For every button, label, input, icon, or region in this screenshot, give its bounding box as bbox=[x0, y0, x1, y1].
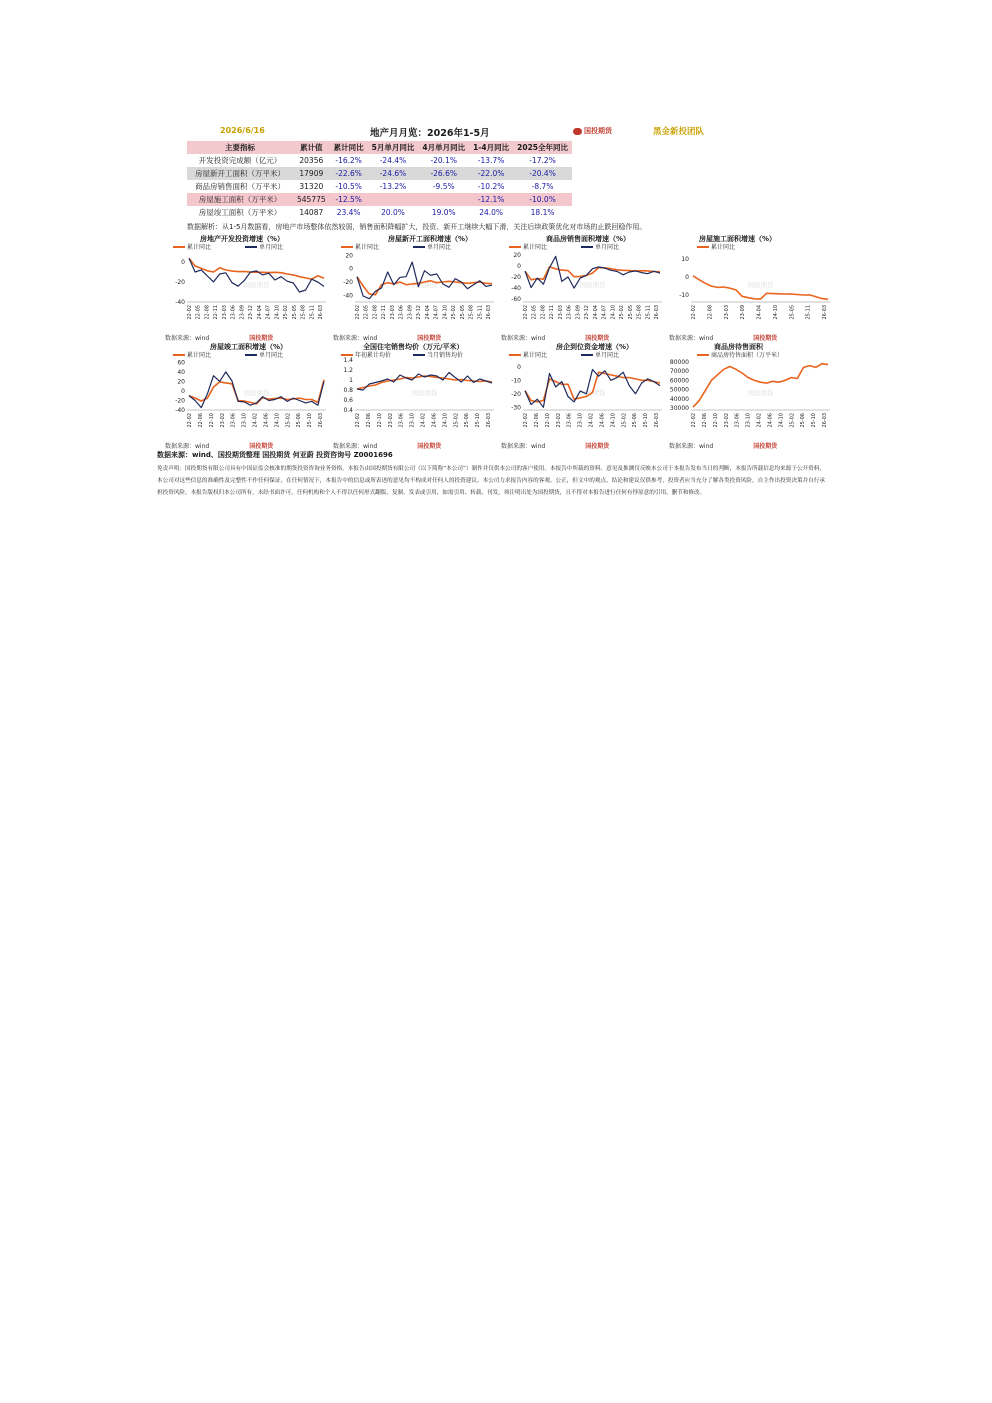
x-tick-label: 23-06 bbox=[398, 305, 405, 320]
y-tick-label: 0 bbox=[349, 265, 353, 273]
report-date: 2026/6/16 bbox=[220, 126, 265, 135]
x-tick-label: 24-06 bbox=[263, 413, 270, 428]
x-tick-label: 25-11 bbox=[309, 305, 316, 320]
x-tick-label: 22-08 bbox=[707, 305, 714, 320]
x-tick-label: 24-10 bbox=[610, 413, 617, 428]
x-tick-label: 23-03 bbox=[723, 305, 730, 320]
x-tick-label: 25-06 bbox=[464, 413, 471, 428]
x-tick-label: 24-10 bbox=[610, 305, 617, 320]
table-row bbox=[187, 206, 572, 219]
chart-title: 商品房待售面积 bbox=[714, 343, 763, 351]
y-tick-label: 0.6 bbox=[343, 397, 353, 404]
watermark-text: 国投期货 bbox=[747, 281, 774, 289]
x-tick-label: 22-06 bbox=[197, 413, 204, 428]
x-tick-label: 25-02 bbox=[453, 413, 460, 428]
x-tick-label: 22-05 bbox=[195, 305, 202, 320]
x-tick-label: 22-06 bbox=[701, 413, 708, 428]
indicator-table bbox=[187, 141, 572, 219]
x-tick-label: 23-10 bbox=[241, 413, 248, 428]
chart-svg bbox=[165, 234, 330, 332]
x-tick-label: 25-02 bbox=[451, 305, 458, 320]
y-tick-label: -40 bbox=[175, 407, 185, 414]
x-tick-label: 22-02 bbox=[355, 305, 361, 320]
table-row bbox=[187, 180, 572, 193]
x-tick-label: 24-10 bbox=[442, 305, 449, 320]
x-tick-label: 24-04 bbox=[424, 305, 431, 320]
y-tick-label: 1.4 bbox=[343, 357, 353, 364]
chart-logo: 国投期货 bbox=[249, 335, 274, 342]
chart-svg bbox=[501, 234, 666, 332]
report-title: 地产月月览：2026年1-5月 bbox=[370, 128, 490, 139]
y-tick-label: 40000 bbox=[669, 395, 689, 403]
x-tick-label: 23-06 bbox=[566, 305, 573, 320]
row-value bbox=[418, 193, 469, 206]
chart-source-label: 数据来源：wind bbox=[165, 335, 210, 342]
x-tick-label: 26-03 bbox=[822, 305, 828, 320]
legend-label: 累计同比 bbox=[187, 244, 212, 251]
x-tick-label: 25-02 bbox=[285, 413, 292, 428]
y-tick-label: 50000 bbox=[669, 386, 689, 394]
legend-label: 单月同比 bbox=[259, 244, 284, 251]
logo-text: 国投期货 bbox=[584, 127, 612, 135]
row-value: -13.2% bbox=[379, 182, 407, 191]
chart-title: 房屋新开工面积增速（%） bbox=[388, 235, 473, 243]
chart-svg bbox=[165, 342, 330, 440]
x-tick-label: 25-02 bbox=[621, 413, 628, 428]
chart-source bbox=[669, 441, 777, 450]
x-tick-label: 25-02 bbox=[283, 305, 290, 320]
x-tick-label: 25-06 bbox=[296, 413, 303, 428]
y-tick-label: 60000 bbox=[669, 377, 689, 385]
y-tick-label: -10 bbox=[511, 377, 521, 385]
x-tick-label: 25-10 bbox=[475, 413, 482, 428]
y-tick-label: 1 bbox=[349, 377, 353, 384]
x-tick-label: 22-02 bbox=[355, 413, 361, 428]
y-tick-label: 0 bbox=[181, 259, 185, 266]
x-tick-label: 23-09 bbox=[407, 305, 414, 320]
x-tick-label: 22-10 bbox=[544, 413, 551, 428]
x-tick-label: 26-03 bbox=[654, 305, 660, 320]
chart-source bbox=[669, 333, 777, 342]
y-tick-label: 0.4 bbox=[343, 407, 353, 414]
x-tick-label: 25-06 bbox=[800, 413, 807, 428]
chart-source-label: 数据来源：wind bbox=[165, 443, 210, 450]
y-tick-label: 30000 bbox=[669, 405, 689, 413]
watermark-text: 国投期货 bbox=[243, 389, 270, 397]
chart-title: 全国住宅销售均价（万元/平米） bbox=[363, 343, 464, 351]
legend-label: 单月同比 bbox=[259, 352, 284, 359]
chart-source-label: 数据来源：wind bbox=[669, 335, 714, 342]
x-tick-label: 25-11 bbox=[805, 305, 812, 320]
disclaimer-text: 免责声明：国投期货有限公司具有中国证监会核准的期货投资咨询业务资格。本报告由国投期货有限公司（以下简称“本公司”）制作并仅供本公司的客户使用。本报告中所载的资料、意见及推测仅反映本公司于本报告发布当日的判断，本报告所载信息均来源于公开资料，本公司对这些信息的准确性及完整性不作任何保证，在任何情况下，本报告中的信息或所表述的意见均不构成对任何人的投资建议。本公司力求报告内容的客观、公正，但文中的观点、结论和建议仅供参考，投资者应当充分了解各类投资风险，自主作出投资决策并自行承担投资风险。本报告版权归本公司所有，未经书面许可，任何机构和个人不得以任何形式翻版、复制、发表或引用，如需引用、转载、刊发，须注明出处为国投期货，且不得对本报告进行任何有悖原意的引用、删节和修改。 bbox=[157, 466, 825, 497]
y-tick-label: 1.2 bbox=[343, 367, 353, 374]
col-header: 2025全年同比 bbox=[513, 141, 572, 154]
row-value: -20.1% bbox=[430, 156, 457, 165]
y-tick-label: -40 bbox=[175, 299, 185, 306]
row-value: -24.4% bbox=[379, 156, 407, 165]
x-tick-label: 26-03 bbox=[654, 413, 660, 428]
chart-panel bbox=[333, 234, 498, 342]
chart-source-label: 数据来源：wind bbox=[333, 443, 378, 450]
x-tick-label: 23-02 bbox=[387, 413, 394, 428]
x-tick-label: 22-10 bbox=[208, 413, 215, 428]
x-tick-label: 24-04 bbox=[756, 305, 763, 320]
series-line-primary bbox=[189, 258, 324, 279]
x-tick-label: 22-10 bbox=[712, 413, 719, 428]
analysis-note: 数据解析：从1-5月数据看，房地产市场整体依然较弱，销售面积降幅扩大，投资、新开工继续大幅下滑，关注后续政策优化对市场的止跌回稳作用。 bbox=[187, 223, 647, 231]
chart-source bbox=[165, 333, 273, 342]
chart-source bbox=[501, 441, 609, 450]
row-value: -20.4% bbox=[513, 167, 572, 180]
x-tick-label: 25-08 bbox=[468, 305, 475, 320]
x-tick-label: 22-11 bbox=[381, 305, 388, 320]
x-tick-label: 23-03 bbox=[389, 305, 396, 320]
x-tick-label: 23-12 bbox=[584, 305, 591, 320]
chart-source-label: 数据来源：wind bbox=[669, 443, 714, 450]
chart-logo: 国投期货 bbox=[417, 443, 442, 450]
row-value: 24.0% bbox=[479, 208, 504, 217]
legend-label: 累计同比 bbox=[711, 244, 736, 251]
row-value: -12.5% bbox=[330, 193, 368, 206]
chart-logo: 国投期货 bbox=[417, 335, 442, 342]
y-tick-label: -60 bbox=[511, 296, 521, 304]
x-tick-label: 23-09 bbox=[575, 305, 582, 320]
x-tick-label: 25-05 bbox=[789, 305, 796, 320]
col-header: 4月单月同比 bbox=[418, 141, 469, 154]
x-tick-label: 24-10 bbox=[274, 305, 281, 320]
x-tick-label: 23-12 bbox=[248, 305, 255, 320]
x-tick-label: 22-02 bbox=[691, 413, 697, 428]
table-row bbox=[187, 193, 572, 206]
x-tick-label: 24-06 bbox=[599, 413, 606, 428]
watermark-text: 国投期货 bbox=[411, 281, 438, 289]
x-tick-label: 24-04 bbox=[256, 305, 263, 320]
team-name: 黑金新投团队 bbox=[653, 127, 705, 137]
chart-title: 房屋竣工面积增速（%） bbox=[210, 343, 288, 351]
row-value bbox=[368, 193, 419, 206]
chart-panel bbox=[165, 342, 330, 450]
watermark-text: 国投期货 bbox=[747, 389, 774, 397]
chart-title: 房地产开发投资增速（%） bbox=[200, 235, 285, 243]
x-tick-label: 24-07 bbox=[265, 305, 272, 320]
x-tick-label: 25-10 bbox=[643, 413, 650, 428]
y-tick-label: 10 bbox=[681, 256, 689, 264]
chart-logo: 国投期货 bbox=[753, 335, 778, 342]
row-value: 17909 bbox=[293, 167, 330, 180]
x-tick-label: 26-03 bbox=[486, 413, 492, 428]
x-tick-label: 22-05 bbox=[531, 305, 538, 320]
chart-panel bbox=[501, 234, 666, 342]
x-tick-label: 25-02 bbox=[789, 413, 796, 428]
x-tick-label: 26-03 bbox=[318, 305, 324, 320]
chart-source-label: 数据来源：wind bbox=[501, 335, 546, 342]
y-tick-label: 20 bbox=[345, 252, 353, 260]
row-value: 14087 bbox=[299, 208, 324, 217]
x-tick-label: 23-09 bbox=[740, 305, 747, 320]
y-tick-label: -10 bbox=[679, 291, 689, 299]
col-header: 累计同比 bbox=[330, 141, 368, 154]
legend-label: 累计同比 bbox=[187, 352, 212, 359]
x-tick-label: 22-10 bbox=[376, 413, 383, 428]
row-value: -22.6% bbox=[330, 167, 368, 180]
x-tick-label: 25-05 bbox=[627, 305, 634, 320]
y-tick-label: 60 bbox=[177, 359, 185, 367]
x-tick-label: 24-10 bbox=[772, 305, 779, 320]
chart-title: 房企到位资金增速（%） bbox=[556, 343, 634, 351]
x-tick-label: 23-06 bbox=[398, 413, 405, 428]
x-tick-label: 24-02 bbox=[420, 413, 427, 428]
x-tick-label: 25-05 bbox=[459, 305, 466, 320]
x-tick-label: 22-02 bbox=[187, 305, 193, 320]
x-tick-label: 23-10 bbox=[409, 413, 416, 428]
x-tick-label: 22-02 bbox=[523, 305, 529, 320]
table-header-row bbox=[187, 141, 572, 154]
x-tick-label: 22-06 bbox=[533, 413, 540, 428]
y-tick-label: -20 bbox=[511, 390, 521, 398]
x-tick-label: 25-02 bbox=[619, 305, 626, 320]
row-value: -24.6% bbox=[368, 167, 419, 180]
row-value: 20.0% bbox=[381, 208, 405, 217]
chart-logo: 国投期货 bbox=[585, 335, 610, 342]
row-label: 开发投资完成额（亿元） bbox=[198, 156, 282, 165]
x-tick-label: 25-11 bbox=[645, 305, 652, 320]
chart-source bbox=[333, 333, 441, 342]
y-tick-label: -20 bbox=[343, 279, 353, 286]
x-tick-label: 23-10 bbox=[577, 413, 584, 428]
legend-label: 年初累计均价 bbox=[355, 352, 392, 359]
x-tick-label: 23-03 bbox=[221, 305, 228, 320]
x-tick-label: 23-12 bbox=[416, 305, 423, 320]
chart-source bbox=[501, 333, 609, 342]
x-tick-label: 23-02 bbox=[723, 413, 730, 428]
report-header bbox=[165, 124, 835, 139]
y-tick-label: 0 bbox=[181, 387, 185, 395]
watermark-text: 国投期货 bbox=[579, 389, 606, 397]
chart-source bbox=[333, 441, 441, 450]
chart-panel bbox=[165, 234, 330, 342]
x-tick-label: 23-02 bbox=[219, 413, 226, 428]
x-tick-label: 25-06 bbox=[632, 413, 639, 428]
row-label: 房屋新开工面积（万平米） bbox=[187, 167, 293, 180]
x-tick-label: 24-10 bbox=[778, 413, 785, 428]
x-tick-label: 25-11 bbox=[477, 305, 484, 320]
y-tick-label: 20 bbox=[177, 378, 185, 386]
logo-mark-icon bbox=[573, 128, 582, 135]
row-value: -9.5% bbox=[432, 182, 455, 191]
y-tick-label: 40 bbox=[177, 368, 185, 376]
table-row bbox=[187, 154, 572, 167]
chart-logo: 国投期货 bbox=[585, 443, 610, 450]
y-tick-label: -20 bbox=[175, 279, 185, 286]
row-value: -16.2% bbox=[335, 156, 362, 165]
y-tick-label: 0 bbox=[685, 274, 689, 281]
x-tick-label: 25-08 bbox=[300, 305, 307, 320]
row-value: 545775 bbox=[293, 193, 330, 206]
legend-label: 累计同比 bbox=[523, 244, 548, 251]
chart-panel bbox=[333, 342, 498, 450]
x-tick-label: 24-10 bbox=[442, 413, 449, 428]
y-tick-label: 0 bbox=[517, 363, 521, 371]
x-tick-label: 22-08 bbox=[204, 305, 211, 320]
chart-title: 商品房销售面积增速（%） bbox=[546, 235, 631, 243]
x-tick-label: 22-02 bbox=[523, 413, 529, 428]
x-tick-label: 22-08 bbox=[540, 305, 547, 320]
row-value: -13.7% bbox=[477, 156, 505, 165]
x-tick-label: 24-10 bbox=[274, 413, 281, 428]
row-value: 18.1% bbox=[530, 208, 555, 217]
chart-logo: 国投期货 bbox=[249, 443, 274, 450]
x-tick-label: 25-10 bbox=[811, 413, 818, 428]
watermark-text: 国投期货 bbox=[579, 281, 606, 289]
legend-label: 单月同比 bbox=[595, 244, 620, 251]
x-tick-label: 23-06 bbox=[230, 413, 237, 428]
chart-source bbox=[165, 441, 273, 450]
x-tick-label: 24-06 bbox=[767, 413, 774, 428]
row-value: -17.2% bbox=[529, 156, 556, 165]
legend-label: 累计同比 bbox=[523, 352, 548, 359]
row-value: -10.5% bbox=[335, 182, 362, 191]
row-value: 31320 bbox=[299, 182, 324, 191]
legend-label: 当月销售均价 bbox=[427, 352, 464, 359]
x-tick-label: 22-02 bbox=[187, 413, 193, 428]
x-tick-label: 25-05 bbox=[291, 305, 298, 320]
col-header: 5月单月同比 bbox=[368, 141, 419, 154]
report-sheet bbox=[157, 124, 835, 497]
x-tick-label: 24-02 bbox=[756, 413, 763, 428]
company-logo bbox=[573, 126, 612, 136]
chart-svg bbox=[669, 234, 834, 332]
x-tick-label: 22-05 bbox=[363, 305, 370, 320]
y-tick-label: -40 bbox=[511, 285, 521, 293]
row-value: -8.7% bbox=[531, 182, 554, 191]
chart-svg bbox=[669, 342, 834, 440]
x-tick-label: 26-03 bbox=[822, 413, 828, 428]
y-tick-label: -30 bbox=[511, 404, 521, 412]
x-tick-label: 23-09 bbox=[239, 305, 246, 320]
row-label: 房屋竣工面积（万平米） bbox=[198, 208, 282, 217]
series-line-secondary bbox=[357, 373, 492, 391]
chart-panel bbox=[669, 234, 834, 342]
col-header: 累计值 bbox=[293, 141, 330, 154]
y-tick-label: 70000 bbox=[669, 368, 689, 376]
row-value: -22.0% bbox=[469, 167, 513, 180]
footer-source: 数据来源：wind、国投期货整理 国投期货 何亚蔚 投资咨询号 Z0001696 bbox=[157, 451, 393, 459]
x-tick-label: 25-10 bbox=[307, 413, 314, 428]
legend-label: 单月同比 bbox=[595, 352, 620, 359]
x-tick-label: 23-06 bbox=[230, 305, 237, 320]
row-value: -26.6% bbox=[418, 167, 469, 180]
x-tick-label: 24-07 bbox=[433, 305, 440, 320]
x-tick-label: 23-03 bbox=[557, 305, 564, 320]
row-value: 20356 bbox=[299, 156, 324, 165]
row-label: 商品房销售面积（万平米） bbox=[195, 182, 285, 191]
table-row bbox=[187, 167, 572, 180]
col-header: 主要指标 bbox=[187, 141, 293, 154]
chart-title: 房屋施工面积增速（%） bbox=[699, 235, 777, 243]
x-tick-label: 26-03 bbox=[318, 413, 324, 428]
series-line-primary bbox=[693, 364, 828, 408]
row-value: -12.1% bbox=[469, 193, 513, 206]
x-tick-label: 22-11 bbox=[549, 305, 556, 320]
row-label: 房屋施工面积（万平米） bbox=[187, 193, 293, 206]
legend-label: 累计同比 bbox=[355, 244, 380, 251]
chart-svg bbox=[333, 342, 498, 440]
x-tick-label: 24-02 bbox=[252, 413, 259, 428]
x-tick-label: 23-02 bbox=[555, 413, 562, 428]
y-tick-label: 80000 bbox=[669, 358, 689, 366]
x-tick-label: 26-03 bbox=[486, 305, 492, 320]
x-tick-label: 24-06 bbox=[431, 413, 438, 428]
chart-logo: 国投期货 bbox=[753, 443, 778, 450]
y-tick-label: -40 bbox=[343, 292, 353, 300]
x-tick-label: 24-04 bbox=[592, 305, 599, 320]
x-tick-label: 23-06 bbox=[566, 413, 573, 428]
x-tick-label: 23-10 bbox=[745, 413, 752, 428]
x-tick-label: 25-08 bbox=[636, 305, 643, 320]
row-value: -10.2% bbox=[477, 182, 505, 191]
row-value: 23.4% bbox=[336, 208, 361, 217]
y-tick-label: 0 bbox=[517, 262, 521, 270]
watermark-text: 国投期货 bbox=[411, 389, 438, 397]
x-tick-label: 22-06 bbox=[365, 413, 372, 428]
chart-panel bbox=[669, 342, 834, 450]
chart-source-label: 数据来源：wind bbox=[333, 335, 378, 342]
x-tick-label: 24-02 bbox=[588, 413, 595, 428]
x-tick-label: 22-02 bbox=[691, 305, 697, 320]
chart-svg bbox=[333, 234, 498, 332]
row-value: 19.0% bbox=[431, 208, 456, 217]
col-header: 1-4月同比 bbox=[469, 141, 513, 154]
y-tick-label: -20 bbox=[175, 397, 185, 405]
watermark-text: 国投期货 bbox=[243, 281, 270, 289]
x-tick-label: 24-07 bbox=[601, 305, 608, 320]
x-tick-label: 22-11 bbox=[213, 305, 220, 320]
legend-label: 单月同比 bbox=[427, 244, 452, 251]
y-tick-label: -20 bbox=[511, 274, 521, 281]
chart-panel bbox=[501, 342, 666, 450]
x-tick-label: 23-06 bbox=[734, 413, 741, 428]
legend-label: 商品房待售面积（万平米） bbox=[711, 352, 784, 359]
y-tick-label: 0.8 bbox=[343, 387, 353, 394]
row-value: -10.0% bbox=[513, 193, 572, 206]
x-tick-label: 22-08 bbox=[372, 305, 379, 320]
chart-svg bbox=[501, 342, 666, 440]
y-tick-label: 20 bbox=[513, 251, 521, 259]
chart-source-label: 数据来源：wind bbox=[501, 443, 546, 450]
